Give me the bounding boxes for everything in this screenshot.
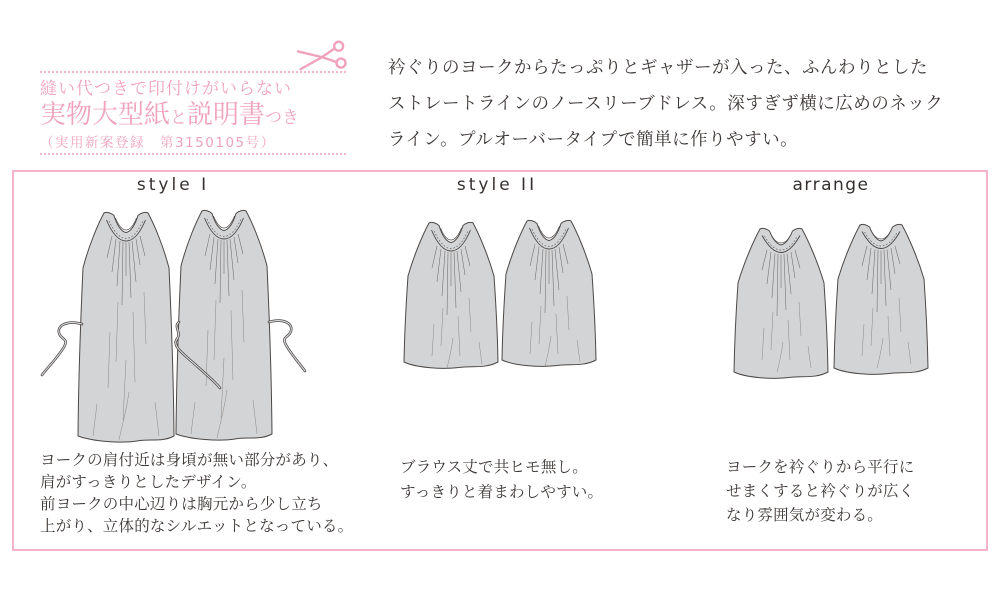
style1-dress-illustration	[28, 196, 328, 448]
waist-tie-right	[269, 321, 305, 371]
feature-small-text-1: と	[170, 108, 188, 128]
arrange-blouse-illustration	[725, 216, 940, 388]
style1-description	[40, 449, 353, 537]
description-line: すっきりと着まわしやすい。	[400, 483, 604, 501]
description-line: 前ヨークの中心辺りは胸元から少し立ち	[40, 495, 323, 513]
description-line: ヨークの肩付近は身頃が無い部分があり、	[40, 451, 339, 469]
description-line: ブラウス丈で共ヒモ無し。	[400, 458, 588, 476]
style2-front-view	[404, 222, 498, 368]
registration-number: （実用新案登録 第3150105号）	[40, 135, 276, 151]
feature-big-text-2: 説明書	[187, 100, 266, 130]
feature-line2	[40, 94, 299, 131]
style2-description	[400, 455, 603, 505]
pattern-feature-block	[40, 45, 346, 157]
description-line: ヨークを衿ぐりから平行に	[726, 458, 915, 476]
feature-small-text-2: つき	[265, 108, 300, 128]
style2-blouse-illustration	[395, 214, 607, 380]
description-line: 肩がすっきりとしたデザイン。	[40, 473, 257, 491]
waist-tie-left	[42, 323, 82, 375]
description-line: なり雰囲気が変わる。	[726, 506, 884, 524]
cut-line-top	[40, 71, 346, 73]
description-line: 上がり、立体的なシルエットとなっている。	[40, 517, 354, 535]
style1-label: style I	[136, 175, 210, 195]
feature-big-text-1: 実物大型紙	[40, 100, 171, 130]
style2-label: style II	[456, 175, 538, 195]
intro-line: ライン。プルオーバータイプで簡単に作りやすい。	[388, 130, 799, 150]
intro-line: 衿ぐりのヨークからたっぷりとギャザーが入った、ふんわりとした	[388, 58, 928, 78]
style1-back-view	[176, 210, 272, 440]
arrange-description	[726, 455, 914, 527]
intro-text	[388, 50, 993, 158]
arrange-front-view	[734, 228, 828, 378]
style2-back-view	[502, 220, 596, 366]
style1-front-view	[78, 212, 174, 442]
description-line: せまくすると衿ぐりが広く	[726, 482, 915, 500]
feature-line1: 縫い代つきで印付けがいらない	[40, 79, 292, 99]
arrange-back-view	[834, 224, 928, 374]
arrange-label: arrange	[792, 175, 870, 195]
cut-line-bottom	[40, 153, 346, 155]
intro-line: ストレートラインのノースリーブドレス。深すぎず横に広めのネック	[388, 94, 944, 114]
